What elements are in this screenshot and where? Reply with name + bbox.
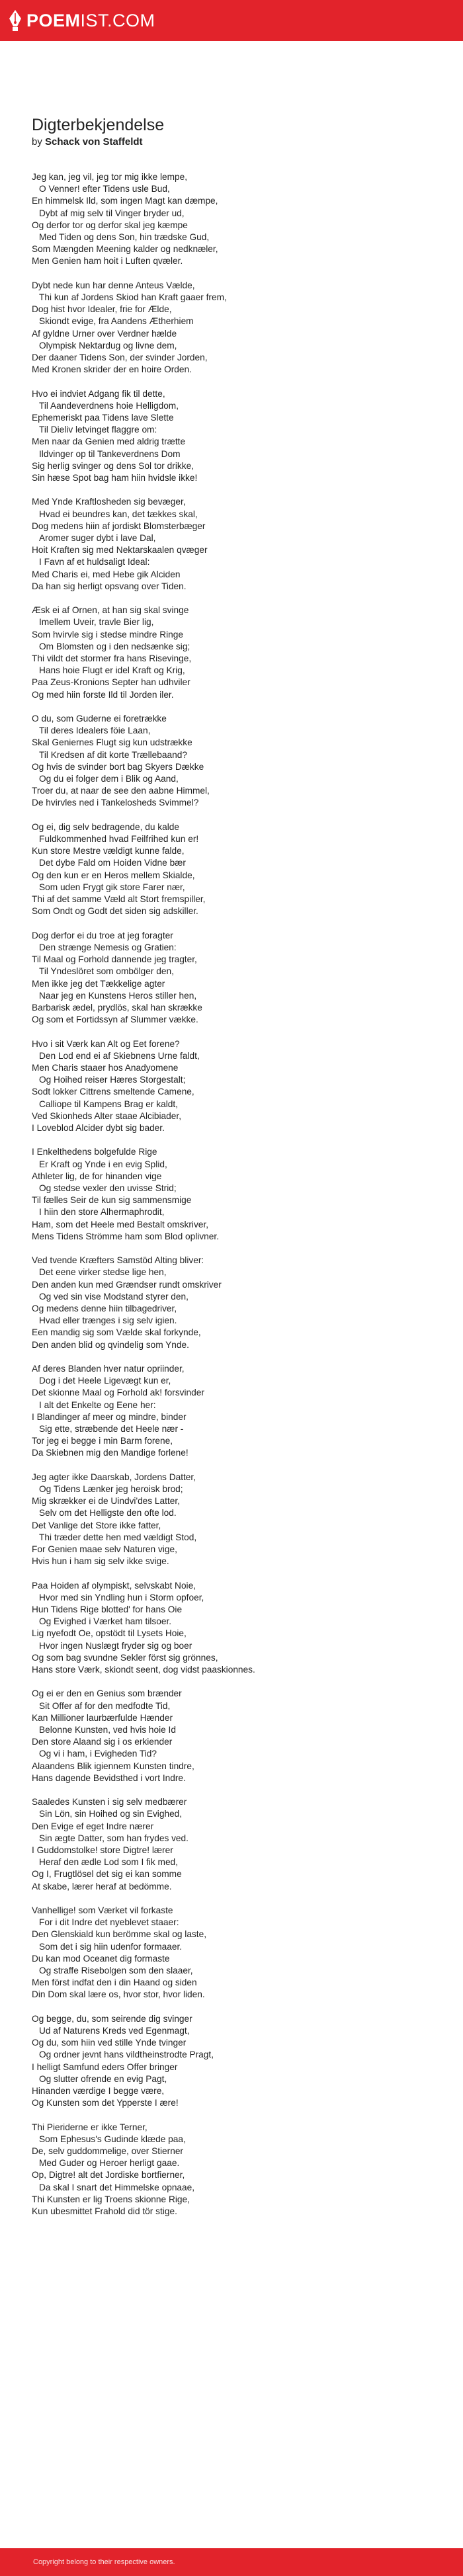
poem-line: Og som et Fortidssyn af Slummer vække. <box>32 1015 198 1025</box>
poem-line: Som det i sig hiin udenfor formaaer. <box>39 1941 183 1952</box>
poem-line: Og straffe Risebolgen som den slaaer, <box>39 1966 193 1976</box>
poem-line: Til Aandeverdnens hoie Helligdom, <box>39 400 179 411</box>
poem-line: Og vi i ham, i Evigheden Tid? <box>39 1749 157 1759</box>
poem-line: Det skionne Maal og Forhold ak! forsvinder <box>32 1388 204 1398</box>
poem-line: Kun store Mestre vældigt kunne falde, <box>32 846 185 856</box>
poem-line: I helligt Samfund eders Offer bringer <box>32 2061 178 2072</box>
poem-line: Thi af det samme Væld alt Stort fremspiller, <box>32 894 206 905</box>
poem-line: Som Ondt og Godt det siden sig adskiller. <box>32 906 198 917</box>
poem-line: Dog i det Heele Ligevægt kun er, <box>39 1376 171 1386</box>
poem-line: Troer du, at naar de see den aabne Himmel, <box>32 786 210 796</box>
poem-line: Da han sig herligt opsvang over Tiden. <box>32 581 187 591</box>
stanza <box>32 171 431 268</box>
poem-line: Hvo i sit Værk kan Alt og Eet forene? <box>32 1038 180 1049</box>
poem-line: Og ordner jevnt hans vildtheinstrodte Pragt, <box>39 2050 214 2060</box>
poem-line: Jeg agter ikke Daarskab, Jordens Datter, <box>32 1472 196 1482</box>
poem-line: Med Guder og Heroer herligt gaae. <box>39 2158 180 2169</box>
poem-line: Til fælles Seir de kun sig sammensmige <box>32 1195 192 1206</box>
poem-line: O du, som Guderne ei foretrække <box>32 714 167 724</box>
poem-line: Og du ei folger dem i Blik og Aand, <box>39 774 179 784</box>
poem-line: Hvor med sin Yndling hun i Storm opfoer, <box>39 1592 204 1602</box>
byline-prefix: by <box>32 136 42 147</box>
poem-line: Hoit Kraften sig med Nektarskaalen qvæger <box>32 545 208 556</box>
poem-line: Hans dagende Bevidsthed i vort Indre. <box>32 1772 186 1783</box>
poem-line: Med Kronen skrider der en hoire Orden. <box>32 364 192 375</box>
poem-line: I Enkelthedens bolgefulde Rige <box>32 1147 157 1157</box>
stanza <box>32 1146 431 1243</box>
stanza <box>32 1580 431 1677</box>
poem-line: Alaandens Blik igiennem Kunsten tindre, <box>32 1761 194 1771</box>
poem-line: Men först indfat den i din Haand og siden <box>32 1977 197 1988</box>
poem-line: Ud af Naturens Kreds ved Egenmagt, <box>39 2026 190 2036</box>
poem-line: Den Evige ef eget Indre nærer <box>32 1821 154 1831</box>
poem-line: Som uden Frygt gik store Farer nær, <box>39 882 185 892</box>
poem-line: Den strænge Nemesis og Gratien: <box>39 942 177 952</box>
poem-line: Og ei er den en Genius som brænder <box>32 1688 182 1699</box>
poem-line: Hvor ingen Nuslægt fryder sig og boer <box>39 1640 192 1651</box>
poem-line: Hans hoie Flugt er idel Kraft og Krig, <box>39 665 185 676</box>
poem-line: Og Hoihed reiser Hæres Storgestalt; <box>39 1075 186 1085</box>
poem-line: De hvirvles ned i Tankelosheds Svimmel? <box>32 798 199 808</box>
poem-line: Den anden kun med Grændser rundt omskriver <box>32 1279 222 1290</box>
poem-line: Athleter lig, de for hinanden vige <box>32 1171 162 1181</box>
poem-line: I Guddomstolke! store Digtre! lærer <box>32 1845 173 1855</box>
poem-line: Thi kun af Jordens Skiod han Kraft gaaer frem, <box>39 292 227 303</box>
site-logo[interactable] <box>8 9 155 32</box>
poem-line: Til Dieliv letvinget flaggre om: <box>39 425 157 435</box>
poem-line: Kun ubesmittet Frahold did tör stige. <box>32 2206 177 2217</box>
poem-line: Og Evighed i Værket ham tilsoer. <box>39 1616 172 1627</box>
poem-line: Med Tiden og dens Son, hin trædske Gud, <box>39 232 210 243</box>
poem-line: Hvis hun i ham sig selv ikke svige. <box>32 1556 169 1567</box>
poem-line: For i dit Indre det nyeblevet staaer: <box>39 1917 179 1928</box>
poem-line: Skal Geniernes Flugt sig kun udstrække <box>32 737 192 748</box>
poem-line: Sin ægte Datter, som han frydes ved. <box>39 1833 189 1843</box>
poem-line: Æsk ei af Ornen, at han sig skal svinge <box>32 605 189 616</box>
poem-line: Ham, som det Heele med Bestalt omskriver, <box>32 1219 208 1229</box>
poem-line: Men Genien ham hoit i Luften qvæler. <box>32 256 183 267</box>
poem-line: Paa Zeus-Kronions Septer han udhviler <box>32 677 190 688</box>
poem-line: Ved Skionheds Alter staae Alcibiader, <box>32 1110 181 1121</box>
poem-line: Calliope til Kampens Brag er kaldt, <box>39 1099 178 1109</box>
poem-line: Det Vanlige det Store ikke fatter, <box>32 1520 161 1530</box>
poem-line: Og som bag svundne Sekler först sig grönnes, <box>32 1652 218 1663</box>
poem-line: I Loveblod Alcider dybt sig bader. <box>32 1122 165 1133</box>
stanza <box>32 1363 431 1460</box>
poem-line: Men Charis staaer hos Anadyomene <box>32 1062 179 1073</box>
poem-line: Der daaner Tidens Son, der svinder Jorden, <box>32 353 208 363</box>
poem-line: Ephemeriskt paa Tidens lave Slette <box>32 413 174 423</box>
poem-line: Aromer suger dybt i lave Dal, <box>39 533 156 544</box>
stanza <box>32 1796 431 1893</box>
poem-line: Vanhellige! som Værket vil forkaste <box>32 1905 173 1915</box>
poem-line: Din Dom skal lære os, hvor stor, hvor liden. <box>32 1989 205 2000</box>
poem-line: Og med hiin forste Ild til Jorden iler. <box>32 689 174 700</box>
poem-line: Og Tidens Lænker jeg heroisk brod; <box>39 1483 183 1494</box>
poem-line: Skiondt evige, fra Aandens Ætherhiem <box>39 316 194 327</box>
poem-line: Dog medens hiin af jordiskt Blomsterbæger <box>32 520 206 531</box>
poem-line: Sin hæse Spot bag ham hiin hvidsle ikke! <box>32 473 198 483</box>
poem-line: Og I, Frugtlösel det sig ei kan somme <box>32 1869 182 1880</box>
poem-line: Thi vildt det stormer fra hans Risevinge, <box>32 653 192 664</box>
poem-line: Og hvis de svinder bort bag Skyers Dække <box>32 761 204 772</box>
stanza <box>32 1038 431 1135</box>
poem-line: Sig herlig svinger og dens Sol tor drikke, <box>32 460 194 471</box>
byline <box>32 136 431 147</box>
stanza <box>32 930 431 1026</box>
poem-line: I hiin den store Alhermaphrodit, <box>39 1207 165 1218</box>
poem-line: Og stedse vexler den uvisse Strid; <box>39 1183 177 1193</box>
poem-line: Saaledes Kunsten i sig selv medbærer <box>32 1797 187 1807</box>
poem-line: Da Skiebnen mig den Mandige forlene! <box>32 1448 189 1458</box>
poem-line: Imellem Uveir, travle Bier lig, <box>39 617 154 628</box>
poem-line: Hvad eller trænges i sig selv igien. <box>39 1315 177 1326</box>
poem-line: Paa Hoiden af olympiskt, selvskabt Noie, <box>32 1580 196 1591</box>
poem-line: Op, Digtre! alt det Jordiske bortfierner, <box>32 2170 185 2181</box>
stanza <box>32 1688 431 1784</box>
poem-line: Men ikke jeg det Tækkelige agter <box>32 978 165 989</box>
site-footer <box>0 2548 463 2576</box>
poem-line: Det eene virker stedse lige hen, <box>39 1267 167 1278</box>
poem-line: O Venner! efter Tidens usle Bud, <box>39 184 170 194</box>
poem-line: De, selv guddommelige, over Stierner <box>32 2146 183 2157</box>
logo-bold-part: POEM <box>26 10 81 30</box>
poem-line: Til Yndeslöret som ombölger den, <box>39 966 174 977</box>
poem-line: Til Maal og Forhold dannende jeg tragter, <box>32 954 197 965</box>
poem-line: Da skal I snart det Himmelske opnaae, <box>39 2182 195 2192</box>
poem-line: Selv om det Helligste den ofte lod. <box>39 1508 177 1518</box>
stanza <box>32 713 431 810</box>
poem-line: Af deres Blanden hver natur opriinder, <box>32 1363 185 1374</box>
poem-line: Lig nyefodt Oe, opstödt til Lysets Hoie, <box>32 1628 187 1639</box>
poem-line: Som Ephesus's Gudinde klæde paa, <box>39 2134 186 2144</box>
poem-line: Thi Pieriderne er ikke Terner, <box>32 2122 147 2132</box>
poem-line: Det dybe Fald om Hoiden Vidne bær <box>39 858 186 868</box>
fountain-pen-icon <box>8 9 22 32</box>
poem-line: Og begge, du, som seirende dig svinger <box>32 2013 192 2024</box>
poem-line: Du kan mod Oceanet dig formaste <box>32 1953 170 1964</box>
poem-line: Dybt nede kun har denne Anteus Vælde, <box>32 280 195 290</box>
poem-line: I Favn af et huldsaligt Ideal: <box>39 557 150 567</box>
poem-line: Dog hist hvor Idealer, frie for Ælde, <box>32 304 172 315</box>
stanza <box>32 280 431 376</box>
poem-line: For Genien maae selv Naturen vige, <box>32 1544 177 1554</box>
poem-content <box>0 41 463 2218</box>
poem-line: Med Charis ei, med Hebe gik Alciden <box>32 569 181 579</box>
poem-line: Sig ette, stræbende det Heele nær - <box>39 1423 184 1434</box>
poem-line: Hun Tidens Rige blotted' for hans Oie <box>32 1604 183 1614</box>
poem-body <box>32 171 431 2218</box>
poem-line: Tor jeg ei begge i min Barm forene, <box>32 1436 173 1446</box>
poem-line: Mens Tidens Strömme ham som Blod oplivner. <box>32 1231 219 1241</box>
poem-line: Ildvinger op til Tankeverdnens Dom <box>39 448 181 459</box>
poem-line: I alt det Enkelte og Eene her: <box>39 1399 156 1410</box>
poem-line: At skabe, lærer heraf at bedömme. <box>32 1881 172 1891</box>
poem-line: Sin Lön, sin Hoihed og sin Evighed, <box>39 1809 183 1819</box>
poem-line: Og du, som hiin ved stille Ynde tvinger <box>32 2038 187 2048</box>
stanza <box>32 821 431 918</box>
poem-line: Een mandig sig som Vælde skal forkynde, <box>32 1327 201 1338</box>
stanza <box>32 1472 431 1568</box>
logo-text <box>26 11 155 31</box>
poem-line: Og medens denne hiin tilbagedriver, <box>32 1303 177 1313</box>
poem-line: Hinanden værdige I begge være, <box>32 2086 165 2097</box>
poem-line: En himmelsk Ild, som ingen Magt kan dæmpe, <box>32 196 218 206</box>
stanza <box>32 388 431 485</box>
poem-line: Med Ynde Kraftlosheden sig bevæger, <box>32 497 186 507</box>
poem-line: Dybt af mig selv til Vinger bryder ud, <box>39 208 185 218</box>
poem-line: Og den kun er en Heros mellem Skialde, <box>32 870 195 880</box>
poem-line: Jeg kan, jeg vil, jeg tor mig ikke lempe, <box>32 172 188 182</box>
poem-line: Ved tvende Kræfters Samstöd Alting bliver: <box>32 1255 204 1266</box>
poem-line: Og ei, dig selv bedragende, du kalde <box>32 821 179 832</box>
poem-line: Naar jeg en Kunstens Heros stiller hen, <box>39 990 197 1001</box>
poem-line: Thi træder dette hen med vældigt Stod, <box>39 1532 197 1542</box>
poem-line: Belonne Kunsten, ved hvis hoie Id <box>39 1724 176 1735</box>
poem-line: Og ved sin vise Modstand styrer den, <box>39 1291 189 1302</box>
poem-title: Digterbekjendelse <box>32 116 165 134</box>
stanza <box>32 1905 431 2001</box>
poem-line: Den anden blid og qvindelig som Ynde. <box>32 1339 189 1350</box>
poem-line: Sodt lokker Cittrens smeltende Camene, <box>32 1087 194 1097</box>
stanza <box>32 1255 431 1351</box>
poem-line: Er Kraft og Ynde i en evig Splid, <box>39 1159 167 1169</box>
stanza <box>32 2013 431 2110</box>
poem-line: Hvo ei indviet Adgang fik til dette, <box>32 388 165 399</box>
poem-line: Som hvirvle sig i stedse mindre Ringe <box>32 629 183 640</box>
poem-line: Til Kredsen af dit korte Trællebaand? <box>39 749 187 760</box>
poem-line: Dog derfor ei du troe at jeg foragter <box>32 930 173 940</box>
poem-line: Til deres Idealers föie Laan, <box>39 726 151 736</box>
poem-line: Men naar da Genien med aldrig trætte <box>32 436 186 447</box>
poem-line: I Blandinger af meer og mindre, binder <box>32 1411 187 1422</box>
poem-line: Olympisk Nektardug og livne dem, <box>39 340 177 351</box>
stanza <box>32 496 431 593</box>
stanza <box>32 604 431 701</box>
poem-line: Thi Kunsten er lig Troens skionne Rige, <box>32 2194 190 2204</box>
poem-line: Den store Alaand sig i os erkiender <box>32 1737 173 1747</box>
poem-line: Sit Offer af for den medfodte Tid, <box>39 1700 171 1711</box>
poem-line: Og Kunsten som det Ypperste I ære! <box>32 2098 179 2108</box>
site-header <box>0 0 463 41</box>
poem-line: Kan Millioner laurbærfulde Hænder <box>32 1712 173 1723</box>
poem-line: Fuldkommenhed hvad Feilfrihed kun er! <box>39 834 199 845</box>
copyright-notice: Copyright belong to their respective owners. <box>33 2558 175 2566</box>
poem-line: Som Mængden Meening kalder og nedknæler, <box>32 244 218 255</box>
poem-line: Den Glenskiald kun berömme skal og laste, <box>32 1929 206 1940</box>
poem-line: Heraf den ædle Lod som I fik med, <box>39 1857 178 1868</box>
poem-line: Om Blomsten og i den nedsænke sig; <box>39 641 190 651</box>
poem-line: Barbarisk ædel, prydlös, skal han skrække <box>32 1002 202 1013</box>
poem-line: Og derfor tor og derfor skal jeg kæmpe <box>32 220 188 230</box>
poem-line: Mig skrækker ei de Uindvi'des Latter, <box>32 1496 180 1507</box>
poem-line: Hvad ei beundres kan, det tækkes skal, <box>39 509 198 519</box>
stanza <box>32 2122 431 2218</box>
poem-line: Af gyldne Urner over Verdner hælde <box>32 328 177 339</box>
poem-line: Hans store Værk, skiondt seent, dog vidst paaskionnes. <box>32 1664 255 1675</box>
poem-line: Og slutter ofrende en evig Pagt, <box>39 2073 167 2084</box>
author-name[interactable]: Schack von Staffeldt <box>45 136 143 147</box>
logo-light-part: IST.COM <box>80 10 155 30</box>
poem-line: Den Lod end ei af Skiebnens Urne faldt, <box>39 1050 200 1061</box>
